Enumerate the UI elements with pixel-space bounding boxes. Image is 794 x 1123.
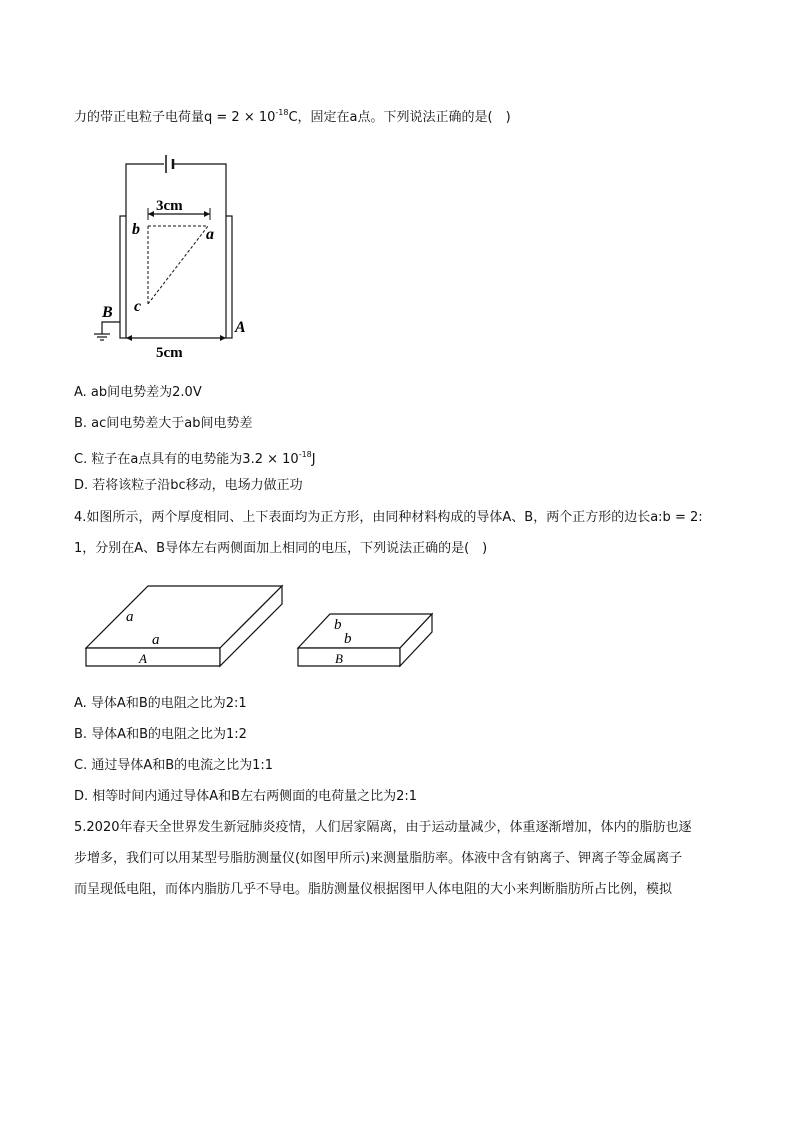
fig4-label-a-front: a [152, 632, 160, 648]
q3-charge-exponent: -18 [275, 108, 289, 117]
q4-option-b: B. 导体A和B的电阻之比为1:2 [74, 727, 247, 742]
fig3-label-b: b [132, 221, 140, 238]
q4-stem-line1: 4.如图所示，两个厚度相同、上下表面均为正方形，由同种材料构成的导体A、B，两个正方形的边长a:b = 2: [74, 510, 703, 525]
q3-option-a: A. ab间电势差为2.0V [74, 385, 202, 400]
fig4-label-b-front: b [344, 631, 352, 647]
slab-B [298, 614, 432, 666]
q3-option-c-exponent: -18 [298, 450, 312, 459]
q3-capacitor-figure [90, 142, 260, 362]
fig3-label-B: B [102, 304, 113, 321]
q3-option-c-unit: J [311, 452, 316, 467]
q5-line1: 5.2020年春天全世界发生新冠肺炎疫情，人们居家隔离，由于运动量减少，体重逐渐增加，体内的脂肪也逐 [74, 820, 692, 835]
fig3-label-5cm: 5cm [156, 345, 183, 361]
plate-A [226, 216, 232, 338]
fig3-label-a: a [206, 226, 214, 243]
q4-option-a: A. 导体A和B的电阻之比为2:1 [74, 696, 247, 711]
q3-charge-value: q = 2 × 10 [204, 110, 276, 125]
fig3-label-c: c [134, 298, 142, 315]
q3-option-c [74, 446, 316, 469]
q4-option-d: D. 相等时间内通过导体A和B左右两侧面的电荷量之比为2:1 [74, 789, 418, 804]
fig4-label-b-side: b [334, 617, 342, 633]
q3-charge-unit: C，固定在a点。下列说法正确的是( ) [288, 110, 511, 125]
q5-line3: 而呈现低电阻，而体内脂肪几乎不导电。脂肪测量仪根据图甲人体电阻的大小来判断脂肪所占比例，模拟 [74, 882, 673, 897]
q4-stem-line2: 1，分别在A、B导体左右两侧面加上相同的电压，下列说法正确的是( ) [74, 541, 488, 556]
q3-intro-line [74, 104, 511, 127]
q4-conductors-figure [82, 582, 442, 682]
slab-A [86, 586, 282, 666]
fig4-label-B: B [335, 651, 343, 666]
plate-B [120, 216, 126, 338]
fig4-label-A: A [139, 651, 147, 666]
q4-option-c: C. 通过导体A和B的电流之比为1:1 [74, 758, 274, 773]
q5-line2: 步增多，我们可以用某型号脂肪测量仪(如图甲所示)来测量脂肪率。体液中含有钠离子、钾离子等金属离子 [74, 851, 683, 866]
fig3-label-3cm: 3cm [156, 198, 183, 214]
q3-option-b: B. ac间电势差大于ab间电势差 [74, 416, 253, 431]
fig4-label-a-side: a [126, 609, 134, 625]
dashed-ca [148, 226, 208, 304]
q3-intro-prefix: 力的带正电粒子电荷量 [74, 110, 205, 125]
fig3-label-A: A [235, 319, 246, 336]
q3-option-c-prefix: C. 粒子在a点具有的电势能为3.2 × 10 [74, 452, 299, 467]
q3-option-d: D. 若将该粒子沿bc移动，电场力做正功 [74, 478, 303, 493]
